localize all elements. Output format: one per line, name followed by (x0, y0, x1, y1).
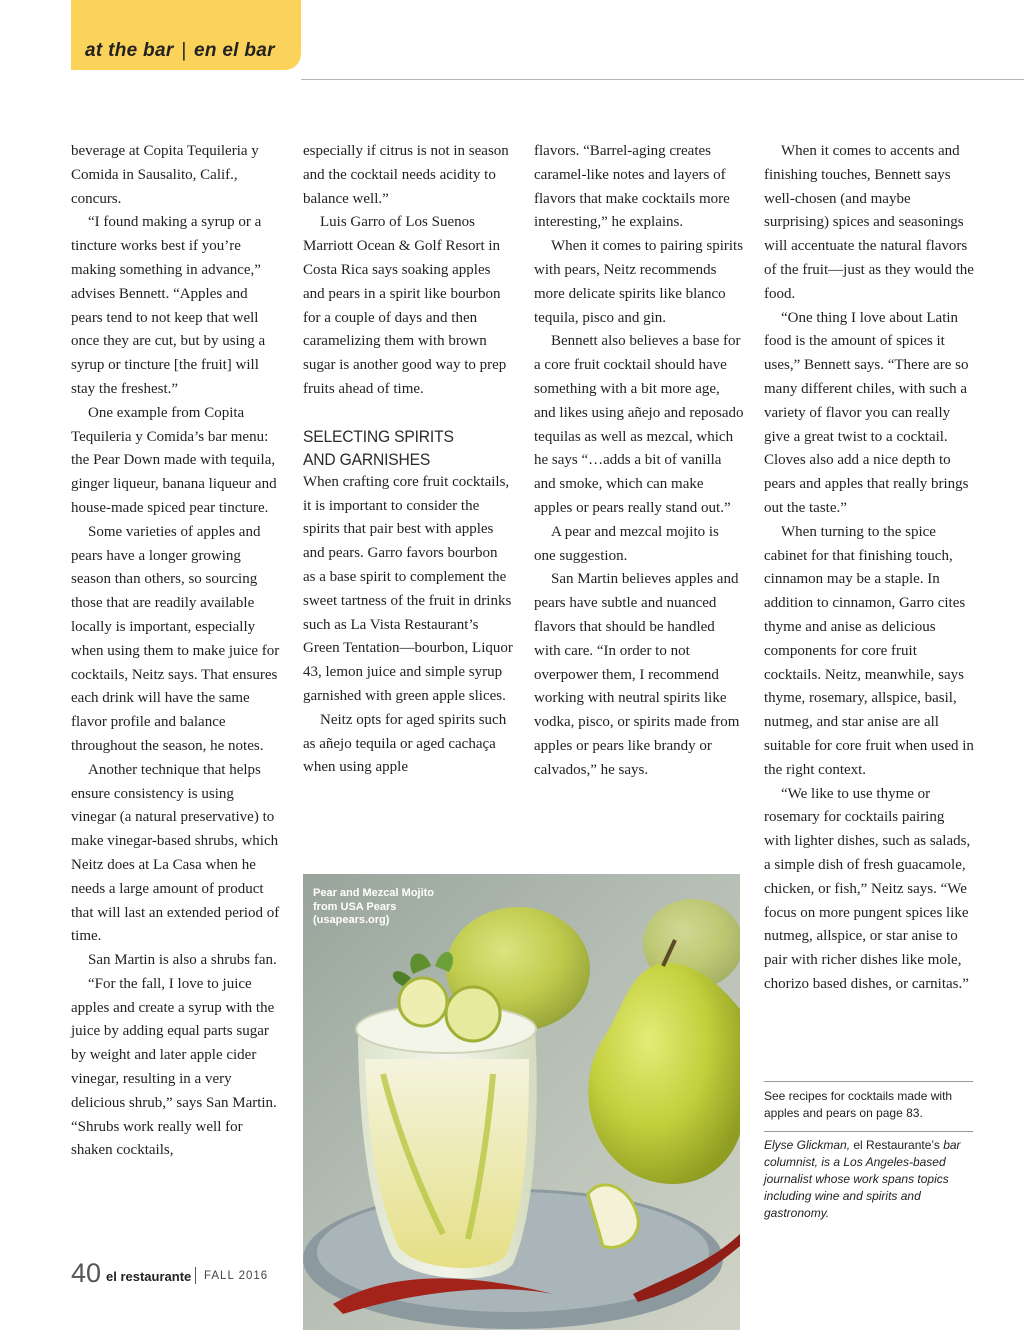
footnote-rule (764, 1081, 973, 1082)
recipes-note: See recipes for cocktails made with apples and pears on page 83. (764, 1089, 953, 1120)
author-description: bar columnist, is a Los Angeles-based journalist whose work spans topics including wine and spirits and gastronomy. (764, 1138, 961, 1220)
paragraph: Luis Garro of Los Suenos Marriott Ocean & Golf Resort in Costa Rica says soaking apples and pears in a spirit like bourbon for a couple of days and then caramelizing them with brown sugar is another good way to prep fruits ahead of time. (303, 214, 507, 397)
paragraph: especially if citrus is not in season and the cocktail needs acidity to balance well.” (303, 143, 509, 207)
paragraph: Neitz opts for aged spirits such as añejo tequila or aged cachaça when using apple (303, 711, 507, 776)
article-column-2 (303, 140, 513, 780)
cocktail-photo (303, 874, 740, 1330)
paragraph: One example from Copita Tequileria y Comida’s bar menu: the Pear Down made with tequila, ginger liqueur, banana liqueur and house-made spiced pear tincture. (71, 404, 277, 516)
magazine-name: el restaurante (106, 1269, 192, 1284)
article-footnotes (764, 1081, 973, 1222)
paragraph: “One thing I love about Latin food is the amount of spices it uses,” Bennett says. “There are so many different chiles, with such a variety of flavor you can really give a great twist to a cocktail. Cloves also add a nice depth to pears and apples that really brings out the taste.” (764, 309, 969, 516)
pear-mojito-illustration (303, 874, 740, 1330)
paragraph: Bennett also believes a base for a core fruit cocktail should have something with a bit more age, and likes using añejo and reposado tequilas as well as mezcal, which he says “…adds a bit of vanilla and smoke, which can make apples or pears really stand out.” (534, 333, 744, 516)
paragraph: When crafting core fruit cocktails, it is important to consider the spirits that pair best with apples and pears. Garro favors bourbon as a base spirit to complement the sweet tartness of the fruit in drinks such as La Vista Restaurant’s Green Tentation—bourbon, Liquor 43, lemon juice and simple syrup garnished with green apple slices. (303, 473, 513, 704)
paragraph: “I found making a syrup or a tincture works best if you’re making something in advance,” advises Bennett. “Apples and pears tend to not keep that well once they are cut, but by using a syrup or tincture [the fruit] will stay the freshest.” (71, 214, 266, 397)
section-label (85, 40, 275, 62)
footer-divider (195, 1267, 196, 1284)
section-label-spanish: en el bar (193, 40, 275, 61)
paragraph: Some varieties of apples and pears have a longer growing season than others, so sourcing those that are readily available locally is important, especially when using them to make juice for cocktails, Neitz says. That ensures each drink will have the same flavor profile and balance throughout the season, he notes. (71, 523, 280, 754)
paragraph: “We like to use thyme or rosemary for cocktails pairing with lighter dishes, such as salads, a simple dish of fresh guacamole, chicken, or fish,” Neitz says. “We focus on more pungent spices like nutmeg, allspice, or star anise to pair with richer dishes like mole, chorizo based dishes, or carnitas.” (764, 785, 971, 992)
paragraph: San Martin believes apples and pears have subtle and nuanced flavors that should be handled with care. “In order to not overpower them, I recommend working with neutral spirits like vodka, pisco, or spirits made from apples or pears like brandy or calvados,” he says. (534, 571, 740, 778)
paragraph: When turning to the spice cabinet for that finishing touch, cinnamon may be a staple. In addition to cinnamon, Garro cites thyme and anise as delicious components for core fruit cocktails. Neitz, meanwhile, says thyme, rosemary, allspice, basil, nutmeg, and star anise are all suitable for core fruit when used in the right context. (764, 523, 974, 778)
paragraph: A pear and mezcal mojito is one suggestion. (534, 523, 719, 564)
author-name: Elyse Glickman, (764, 1138, 851, 1152)
mint-leaf (435, 952, 453, 972)
section-header-tab (71, 0, 301, 70)
paragraph: Another technique that helps ensure consistency is using vinegar (a natural preservative) to make vinegar-based shrubs, which Neitz does at La Casa when he needs a large amount of product that will last an extended period of time. (71, 761, 280, 945)
header-rule (301, 79, 1024, 80)
section-label-english: at the bar (85, 40, 174, 61)
paragraph: beverage at Copita Tequileria y Comida in Sausalito, Calif., concurs. (71, 143, 259, 207)
footnote-rule (764, 1131, 973, 1132)
mint-leaf (410, 954, 431, 974)
paragraph: When it comes to pairing spirits with pears, Neitz recommends more delicate spirits like blanco tequila, pisco and gin. (534, 238, 744, 326)
publication-name: el Restaurante’s (850, 1138, 944, 1152)
subhead-line-2: AND GARNISHES (303, 449, 431, 469)
paragraph: “For the fall, I love to juice apples and create a syrup with the juice by adding equal parts sugar by weight and later apple cider vinegar, resulting in a very delicious shrub,” says San Martin. “Shrubs work really well for shaken cocktails, (71, 975, 277, 1159)
pear-slice (446, 987, 500, 1041)
issue-label: FALL 2016 (204, 1270, 269, 1282)
author-bio (764, 1137, 973, 1222)
article-column-4 (764, 140, 974, 997)
paragraph: When it comes to accents and finishing touches, Bennett says well-chosen (and maybe surprising) spices and seasonings will accentuate the natural flavors of the fruit—just as they would the food. (764, 143, 974, 302)
subhead-line-1: SELECTING SPIRITS (303, 426, 454, 446)
article-column-3 (534, 140, 744, 783)
section-label-divider: | (181, 40, 187, 61)
pear-slice (399, 978, 447, 1026)
paragraph: flavors. “Barrel-aging creates caramel-like notes and layers of flavors that make cocktails more interesting,” he explains. (534, 143, 730, 231)
article-column-1 (71, 140, 281, 1163)
photo-caption: Pear and Mezcal Mojito from USA Pears (usapears.org) (313, 887, 435, 926)
page-number: 40 (71, 1258, 102, 1288)
pear-right (588, 963, 740, 1184)
section-subhead (303, 425, 496, 471)
paragraph: San Martin is also a shrubs fan. (88, 952, 277, 969)
